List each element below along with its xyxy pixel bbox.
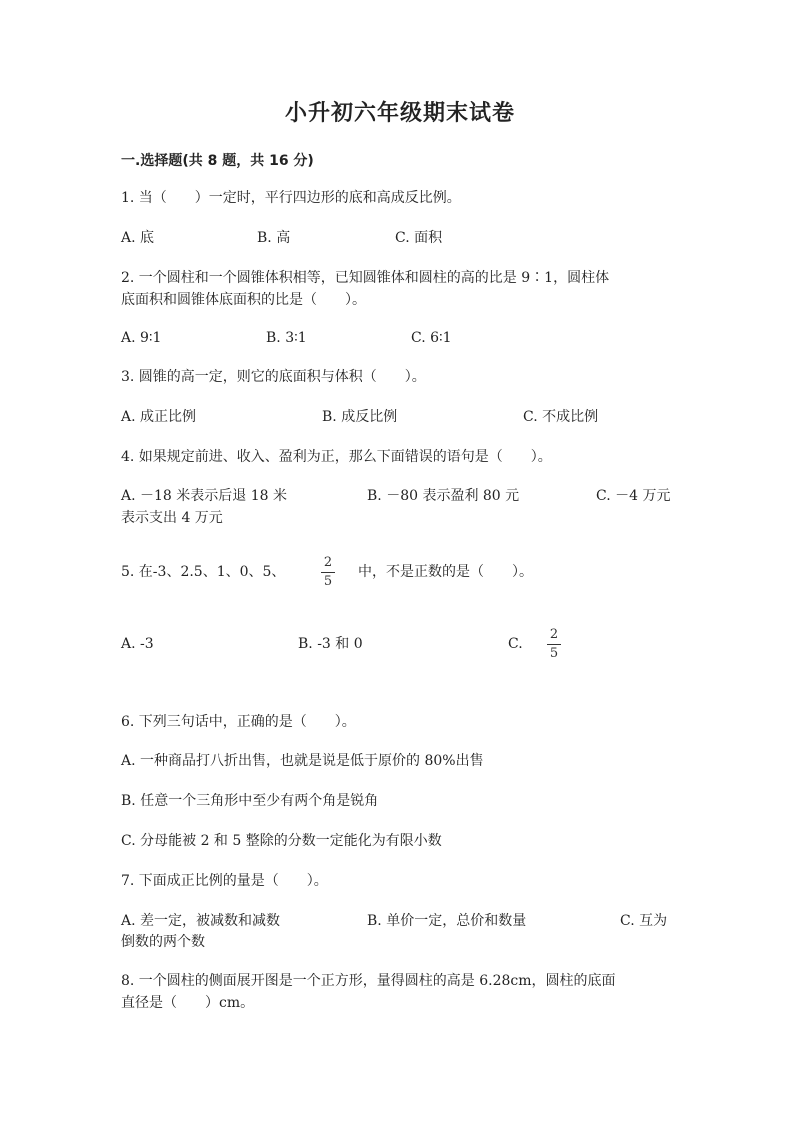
question-7-option-a: A. 差一定，被减数和减数 [121,913,281,929]
question-6-option-c: C. 分母能被 2 和 5 整除的分数一定能化为有限小数 [121,833,442,849]
fraction-denominator: 5 [323,574,333,589]
question-2-option-b: B. 3∶1 [266,330,307,346]
question-7-option-c-continued: 倒数的两个数 [121,934,205,950]
question-6-option-b: B. 任意一个三角形中至少有两个角是锐角 [121,793,379,809]
question-1-option-c: C. 面积 [395,230,443,246]
question-4-option-c: C. －4 万元 [596,488,671,504]
question-8-stem-line-2: 直径是（ ）cm。 [121,995,255,1011]
question-1-stem: 1. 当（ ）一定时，平行四边形的底和高成反比例。 [121,190,461,206]
question-3-option-c: C. 不成比例 [523,409,599,425]
question-5-fraction [320,556,336,589]
question-1-option-b: B. 高 [257,230,291,246]
question-8-stem-line-1: 8. 一个圆柱的侧面展开图是一个正方形，量得圆柱的高是 6.28cm，圆柱的底面 [121,973,616,989]
question-2-stem-line-1: 2. 一个圆柱和一个圆锥体积相等，已知圆锥体和圆柱的高的比是 9∶1，圆柱体 [121,270,610,286]
section-heading: 一.选择题(共 8 题，共 16 分) [121,153,314,169]
question-5-option-c-fraction [546,628,562,661]
question-6-option-a: A. 一种商品打八折出售，也就是说是低于原价的 80%出售 [121,753,484,769]
question-7-stem: 7. 下面成正比例的量是（ ）。 [121,873,328,889]
question-3-option-a: A. 成正比例 [121,409,197,425]
fraction-bar [547,644,561,645]
question-5-stem-suffix: 中，不是正数的是（ ）。 [358,564,533,580]
fraction-bar [321,572,335,573]
question-4-option-b: B. －80 表示盈利 80 元 [367,488,520,504]
fraction-denominator: 5 [549,646,559,661]
page-title: 小升初六年级期末试卷 [284,100,515,126]
fraction-numerator: 2 [323,555,333,570]
question-4-option-c-continued: 表示支出 4 万元 [121,510,223,526]
question-4-stem: 4. 如果规定前进、收入、盈利为正，那么下面错误的语句是（ ）。 [121,449,552,465]
question-5-option-c: C. [508,636,523,652]
question-5-stem-prefix: 5. 在-3、2.5、1、0、5、 [121,564,286,580]
question-7-option-c: C. 互为 [620,913,668,929]
question-2-stem-line-2: 底面积和圆锥体底面积的比是（ ）。 [121,292,366,308]
question-5-option-a: A. -3 [121,636,154,652]
question-3-stem: 3. 圆锥的高一定，则它的底面积与体积（ ）。 [121,369,426,385]
question-4-option-a: A. －18 米表示后退 18 米 [121,488,287,504]
question-3-option-b: B. 成反比例 [322,409,398,425]
question-7-option-b: B. 单价一定，总价和数量 [367,913,527,929]
question-6-stem: 6. 下列三句话中，正确的是（ ）。 [121,714,356,730]
question-2-option-c: C. 6∶1 [411,330,452,346]
question-5-option-b: B. -3 和 0 [298,636,363,652]
question-1-option-a: A. 底 [121,230,155,246]
fraction-numerator: 2 [549,627,559,642]
question-2-option-a: A. 9∶1 [121,330,162,346]
